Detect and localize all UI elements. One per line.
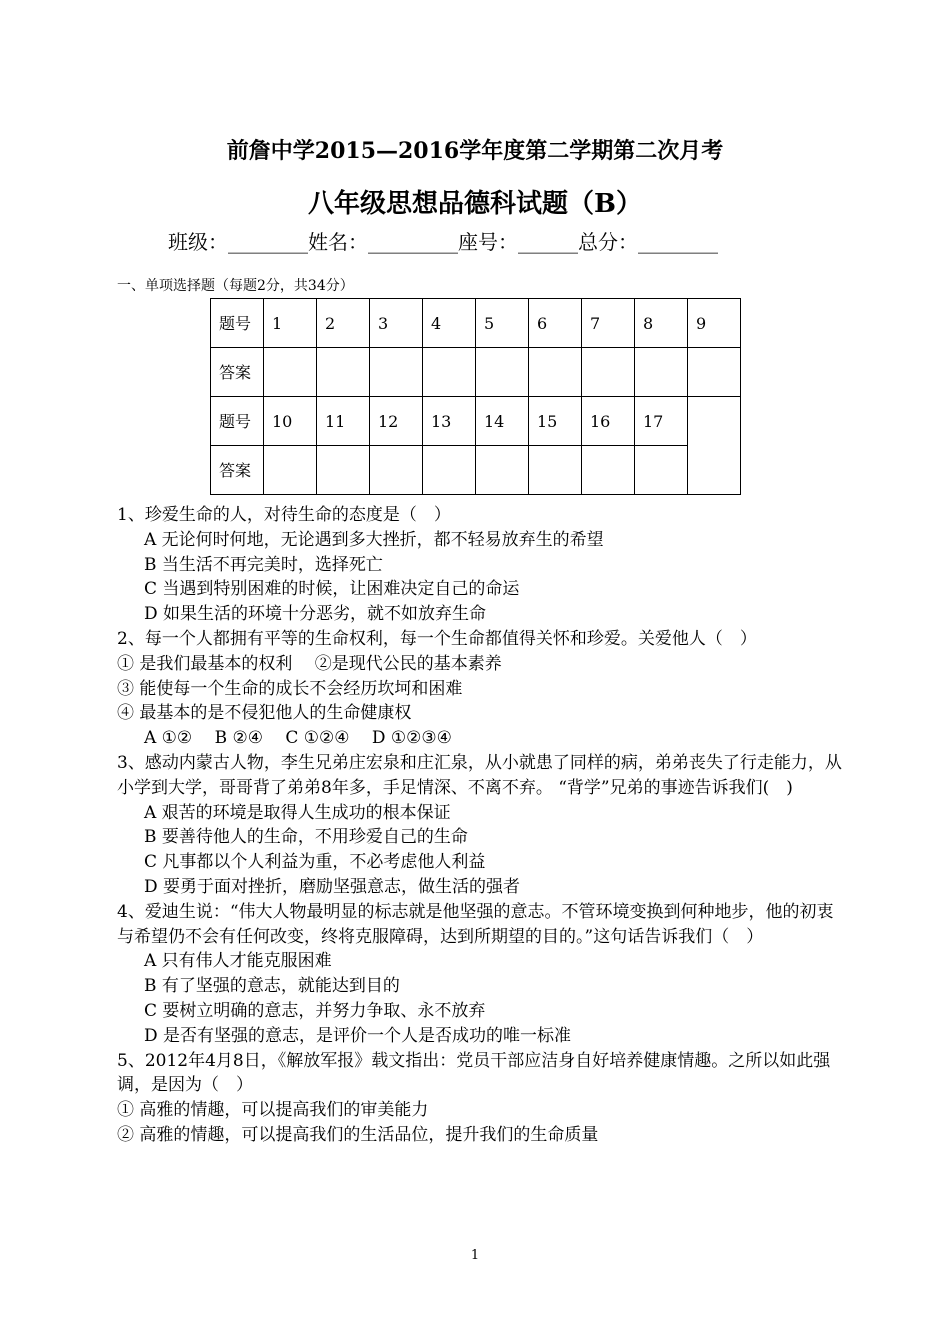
- question-stem: 5、2012年4月8日，《解放军报》载文指出：党员干部应洁身自好培养健康情趣。之所以如此强调，是因为（ ）: [117, 1050, 831, 1096]
- answer-cell[interactable]: [317, 446, 370, 495]
- answer-cell[interactable]: [529, 446, 582, 495]
- answer-cell[interactable]: [582, 446, 635, 495]
- question-stem: 2、每一个人都拥有平等的生命权利，每一个生命都值得关怀和珍爱。关爱他人（ ）: [117, 628, 757, 649]
- answer-cell[interactable]: [423, 348, 476, 397]
- statement: ④ 最基本的是不侵犯他人的生命健康权: [117, 703, 412, 724]
- seat-blank[interactable]: ______: [518, 230, 578, 254]
- answer-cell[interactable]: [264, 446, 317, 495]
- table-row: [211, 299, 741, 348]
- statement: ③ 能使每一个生命的成长不会经历坎坷和困难: [117, 678, 463, 699]
- answer-cell[interactable]: [635, 348, 688, 397]
- question-number-label: 题号: [211, 397, 264, 446]
- option-a: A 只有伟人才能克服困难: [144, 951, 332, 972]
- question-number-label: 题号: [211, 299, 264, 348]
- seat-label: 座号：: [458, 230, 518, 254]
- question-number-cell: 8: [635, 299, 688, 348]
- question-number-cell: 16: [582, 397, 635, 446]
- option-c: C 要树立明确的意志，并努力争取、永不放弃: [144, 1000, 486, 1021]
- question-number-cell: 11: [317, 397, 370, 446]
- options-line: A ①② B ②④ C ①②④ D ①②③④: [144, 728, 452, 749]
- question-number-cell: 5: [476, 299, 529, 348]
- answer-cell[interactable]: [370, 348, 423, 397]
- question-stem: 4、爱迪生说：“伟大人物最明显的标志就是他坚强的意志。不管环境变换到何种地步，他的初衷与希望仍不会有任何改变，终将克服障碍，达到所期望的目的。”这句话告诉我们（ ）: [117, 901, 834, 947]
- question-number-cell: 14: [476, 397, 529, 446]
- answer-cell[interactable]: [370, 446, 423, 495]
- question-number-cell: 13: [423, 397, 476, 446]
- option-d: D 是否有坚强的意志，是评价一个人是否成功的唯一标准: [144, 1025, 572, 1046]
- answer-cell[interactable]: [476, 446, 529, 495]
- option-c: C 凡事都以个人利益为重，不必考虑他人利益: [144, 852, 486, 873]
- name-blank[interactable]: _________: [368, 230, 458, 254]
- statement: ① 高雅的情趣，可以提高我们的审美能力: [117, 1100, 429, 1121]
- answer-table: [210, 298, 741, 495]
- statement: ① 是我们最基本的权利 ②是现代公民的基本素养: [117, 653, 502, 674]
- question-number-cell: 7: [582, 299, 635, 348]
- answer-cell[interactable]: [476, 348, 529, 397]
- option-a: A 无论何时何地，无论遇到多大挫折，都不轻易放弃生的希望: [144, 529, 604, 550]
- answer-cell[interactable]: [582, 348, 635, 397]
- questions-body: [117, 503, 847, 1148]
- student-info-line: [168, 226, 718, 255]
- question-number-cell: 12: [370, 397, 423, 446]
- exam-title: 前詹中学2015—2016学年度第二学期第二次月考: [226, 138, 724, 164]
- option-d: D 要勇于面对挫折，磨励坚强意志，做生活的强者: [144, 876, 521, 897]
- option-c: C 当遇到特别困难的时候，让困难决定自己的命运: [144, 579, 520, 600]
- option-b: B 要善待他人的生命，不用珍爱自己的生命: [144, 827, 468, 848]
- option-b: B 有了坚强的意志，就能达到目的: [144, 976, 400, 997]
- class-label: 班级：: [168, 230, 228, 254]
- option-d: D 如果生活的环境十分恶劣，就不如放弃生命: [144, 604, 487, 625]
- page-number: 1: [470, 1248, 480, 1263]
- table-row: [211, 446, 741, 495]
- score-blank[interactable]: ________: [638, 230, 718, 254]
- question-number-cell: 9: [688, 299, 741, 348]
- statement: ② 高雅的情趣，可以提高我们的生活品位，提升我们的生命质量: [117, 1124, 599, 1145]
- answer-cell[interactable]: [529, 348, 582, 397]
- answer-cell[interactable]: [635, 446, 688, 495]
- question-number-cell: 17: [635, 397, 688, 446]
- name-label: 姓名：: [308, 230, 368, 254]
- table-row: [211, 397, 741, 446]
- question-stem: 3、感动内蒙古人物，李生兄弟庄宏泉和庄汇泉，从小就患了同样的病，弟弟丧失了行走能力，从小学到大学，哥哥背了弟弟8年多，手足情深、不离不弃。 “背学”兄弟的事迹告诉我们( ): [117, 752, 842, 798]
- class-blank[interactable]: ________: [228, 230, 308, 254]
- answer-label: 答案: [211, 446, 264, 495]
- score-label: 总分：: [578, 230, 638, 254]
- question-number-cell: 15: [529, 397, 582, 446]
- option-a: A 艰苦的环境是取得人生成功的根本保证: [144, 802, 451, 823]
- question-number-cell: 1: [264, 299, 317, 348]
- question-number-cell: 10: [264, 397, 317, 446]
- option-b: B 当生活不再完美时，选择死亡: [144, 554, 383, 575]
- table-row: [211, 348, 741, 397]
- answer-cell[interactable]: [264, 348, 317, 397]
- section-heading: 一、单项选择题（每题2分，共34分）: [117, 278, 354, 294]
- answer-label: 答案: [211, 348, 264, 397]
- answer-cell[interactable]: [423, 446, 476, 495]
- question-number-cell: 4: [423, 299, 476, 348]
- answer-cell[interactable]: [317, 348, 370, 397]
- question-number-cell: 3: [370, 299, 423, 348]
- exam-subtitle: 八年级思想品德科试题（B）: [308, 189, 642, 219]
- question-stem: 1、珍爱生命的人，对待生命的态度是（ ）: [117, 505, 451, 525]
- question-number-cell: 2: [317, 299, 370, 348]
- question-number-cell: 6: [529, 299, 582, 348]
- answer-cell[interactable]: [688, 348, 741, 397]
- empty-merged-cell: [688, 397, 741, 495]
